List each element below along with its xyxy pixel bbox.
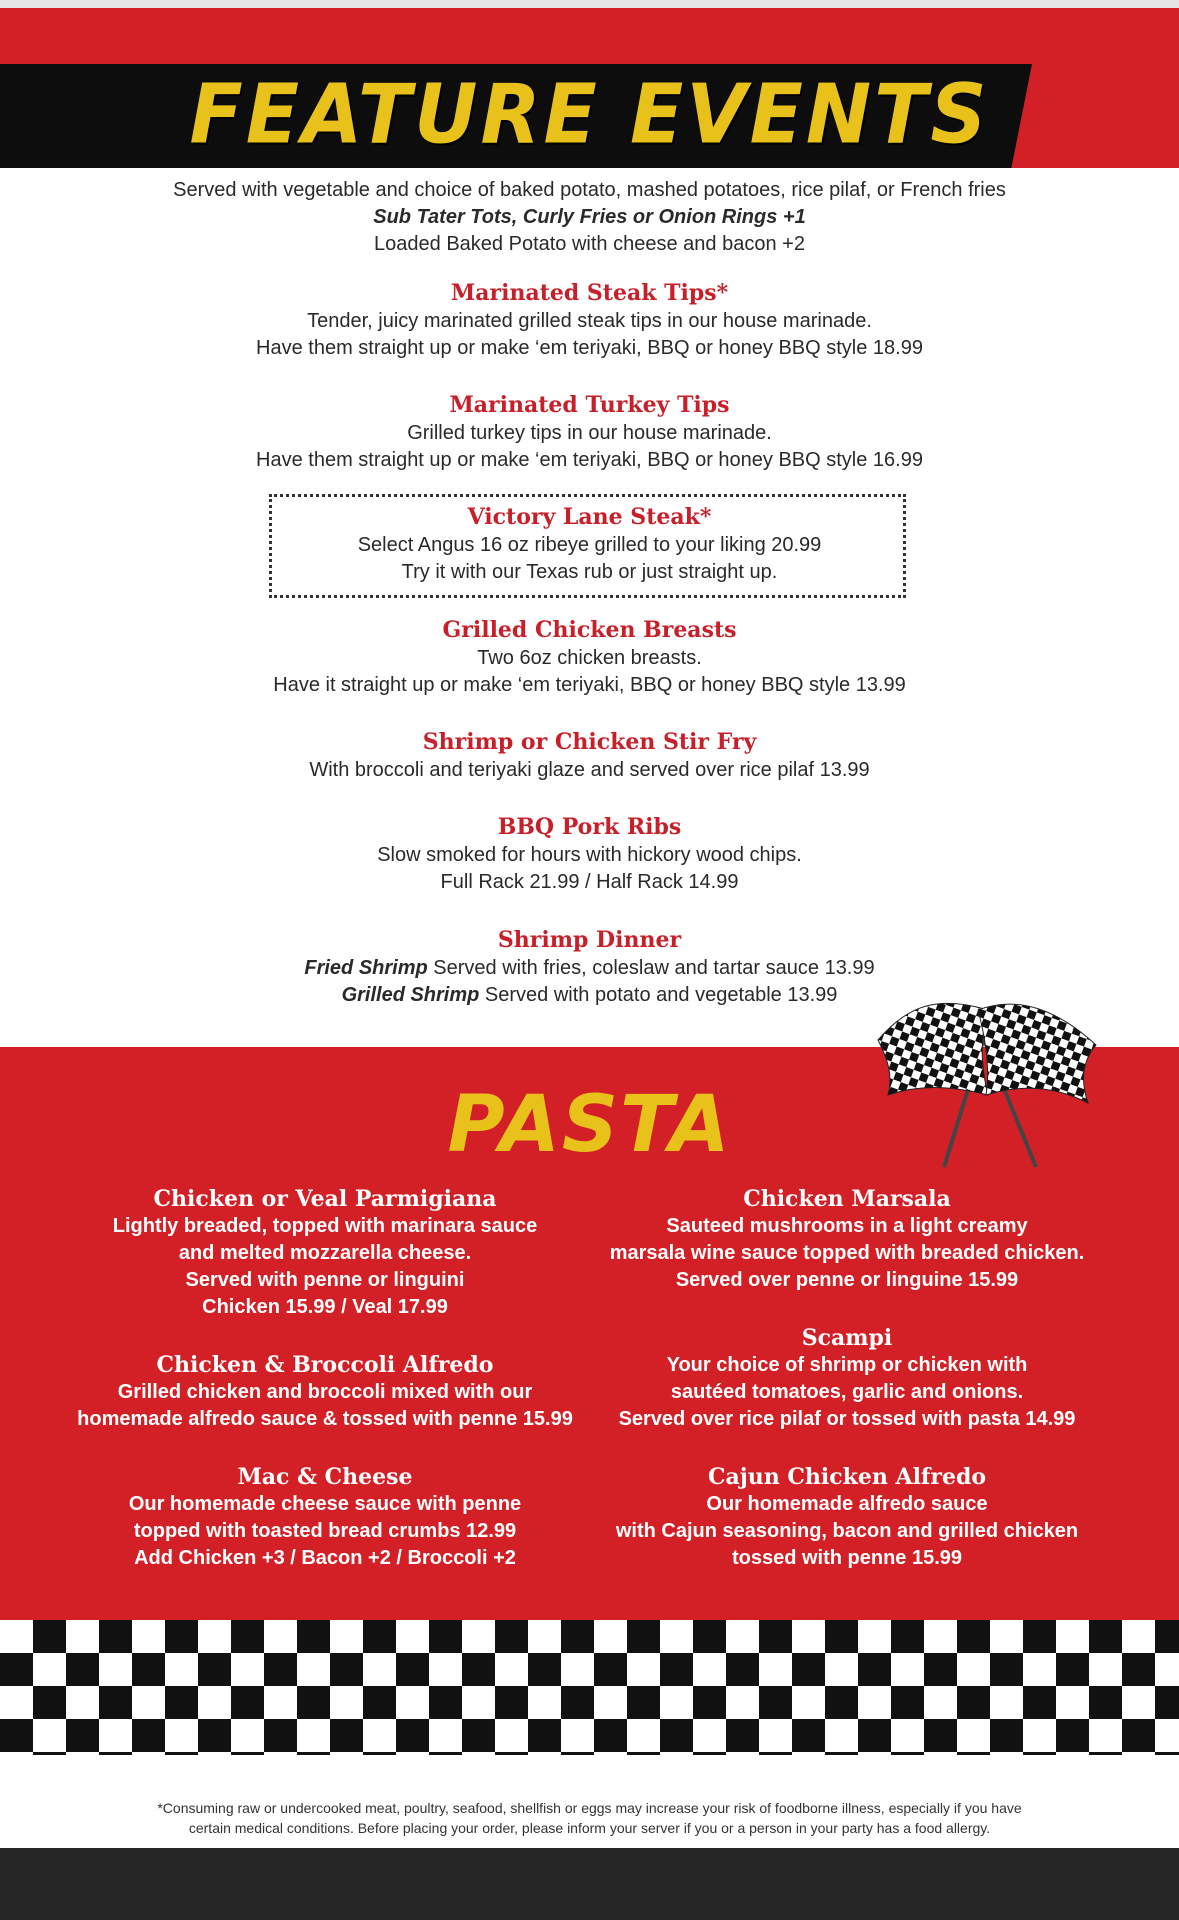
item-title: Chicken or Veal Parmigiana (153, 1186, 497, 1212)
item-description: sautéed tomatoes, garlic and onions. (670, 1381, 1024, 1403)
item-description: With broccoli and teriyaki glaze and served over rice pilaf 13.99 (309, 759, 870, 781)
item-description: Grilled chicken and broccoli mixed with our (117, 1381, 533, 1403)
item-description: Served with penne or linguini (185, 1269, 465, 1291)
intro-block (0, 177, 1179, 258)
item-description: Add Chicken +3 / Bacon +2 / Broccoli +2 (134, 1547, 516, 1569)
item-description: Your choice of shrimp or chicken with (666, 1354, 1028, 1376)
item-description: Served over penne or linguine 15.99 (675, 1269, 1019, 1291)
menu-item-pork-ribs (0, 812, 1179, 896)
intro-line-2: Sub Tater Tots, Curly Fries or Onion Rings +1 (373, 206, 806, 228)
pasta-item-scampi (567, 1324, 1127, 1433)
item-description: Slow smoked for hours with hickory wood chips. (377, 844, 802, 866)
item-description: Our homemade alfredo sauce (706, 1493, 988, 1515)
item-description: Grilled turkey tips in our house marinade. (407, 422, 772, 444)
pasta-item-cajun-alfredo (567, 1463, 1127, 1572)
item-description (0, 955, 1179, 982)
item-description: homemade alfredo sauce & tossed with penne 15.99 (77, 1408, 573, 1430)
item-title: Chicken Marsala (743, 1186, 951, 1212)
item-title: BBQ Pork Ribs (497, 814, 682, 840)
checkered-pattern-band (0, 1620, 1179, 1755)
item-description: Try it with our Texas rub or just straight up. (401, 561, 778, 583)
item-description: Lightly breaded, topped with marinara sauce (112, 1215, 538, 1237)
menu-item-steak-tips (0, 278, 1179, 362)
item-description: Our homemade cheese sauce with penne (128, 1493, 522, 1515)
item-description: Select Angus 16 oz ribeye grilled to your liking 20.99 (357, 534, 822, 556)
item-description: Served over rice pilaf or tossed with pasta 14.99 (618, 1408, 1076, 1430)
item-text: Served with fries, coleslaw and tartar sauce 13.99 (427, 957, 875, 979)
menu-item-stir-fry (0, 727, 1179, 784)
item-title: Mac & Cheese (237, 1464, 413, 1490)
intro-line-1: Served with vegetable and choice of baked potato, mashed potatoes, rice pilaf, or French fries (173, 179, 1006, 201)
item-description: Chicken 15.99 / Veal 17.99 (202, 1296, 448, 1318)
item-text: Served with potato and vegetable 13.99 (479, 984, 838, 1006)
pasta-item-parmigiana (45, 1185, 605, 1321)
pasta-item-broccoli-alfredo (45, 1351, 605, 1433)
item-title: Grilled Chicken Breasts (442, 617, 737, 643)
disclaimer-line-2: certain medical conditions. Before placing your order, please inform your server if you or a person in your party has a food allergy. (188, 1820, 991, 1836)
item-description: with Cajun seasoning, bacon and grilled chicken (615, 1520, 1079, 1542)
item-description: topped with toasted bread crumbs 12.99 (133, 1520, 517, 1542)
item-title: Shrimp Dinner (497, 927, 682, 953)
item-subtitle: Fried Shrimp (304, 957, 428, 979)
intro-line-3: Loaded Baked Potato with cheese and bacon +2 (374, 233, 805, 255)
item-description: Sauteed mushrooms in a light creamy (666, 1215, 1028, 1237)
item-description: Have it straight up or make ‘em teriyaki, BBQ or honey BBQ style 13.99 (273, 674, 906, 696)
item-description: and melted mozzarella cheese. (178, 1242, 472, 1264)
item-subtitle: Grilled Shrimp (341, 984, 480, 1006)
item-title: Shrimp or Chicken Stir Fry (422, 729, 757, 755)
item-description: marsala wine sauce topped with breaded chicken. (609, 1242, 1085, 1264)
pasta-item-marsala (567, 1185, 1127, 1294)
menu-item-victory-lane-steak (0, 502, 1179, 586)
feature-events-title: FEATURE EVENTS (189, 67, 990, 163)
item-description: Tender, juicy marinated grilled steak tips in our house marinade. (307, 310, 872, 332)
allergy-disclaimer (60, 1798, 1119, 1838)
item-title: Chicken & Broccoli Alfredo (156, 1352, 494, 1378)
item-title: Scampi (801, 1325, 893, 1351)
disclaimer-line-1: *Consuming raw or undercooked meat, poultry, seafood, shellfish or eggs may increase your risk of foodborne illness, especially if you have (157, 1800, 1022, 1816)
item-title: Marinated Turkey Tips (449, 392, 730, 418)
item-description: Have them straight up or make ‘em teriyaki, BBQ or honey BBQ style 16.99 (256, 449, 923, 471)
item-description: Two 6oz chicken breasts. (477, 647, 702, 669)
item-description: Full Rack 21.99 / Half Rack 14.99 (440, 871, 739, 893)
footer-bar (0, 1848, 1179, 1920)
top-border (0, 0, 1179, 8)
pasta-item-mac-cheese (45, 1463, 605, 1572)
item-description: Have them straight up or make ‘em teriyaki, BBQ or honey BBQ style 18.99 (256, 337, 923, 359)
item-title: Victory Lane Steak* (467, 504, 712, 530)
item-description: tossed with penne 15.99 (731, 1547, 963, 1569)
item-title: Cajun Chicken Alfredo (707, 1464, 987, 1490)
pasta-title: PASTA (447, 1080, 732, 1170)
menu-item-turkey-tips (0, 390, 1179, 474)
item-title: Marinated Steak Tips* (450, 280, 729, 306)
menu-item-grilled-chicken (0, 615, 1179, 699)
